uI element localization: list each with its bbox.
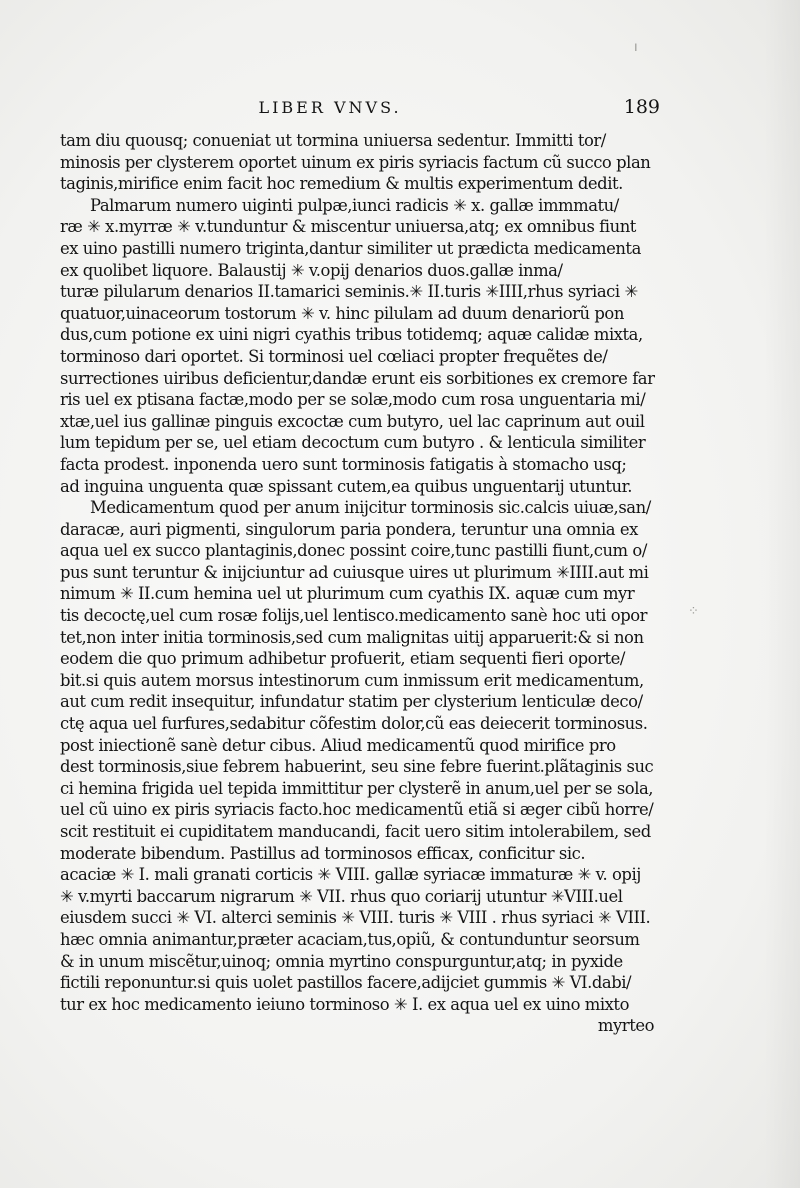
text-line: facta prodest. inponenda uero sunt torminosis fatigatis à stomacho usq; xyxy=(60,454,627,474)
text-line: ex uino pastilli numero triginta,dantur similiter ut prædicta medicamenta xyxy=(60,238,641,258)
running-title: LIBER VNVS. xyxy=(258,98,402,117)
page-number: 189 xyxy=(623,96,660,118)
text-line: quatuor,uinaceorum tostorum ✳ v. hinc pilulam ad duum denariorũ pon xyxy=(60,303,624,323)
text-line: post iniectionẽ sanè detur cibus. Aliud medicamentũ quod mirifice pro xyxy=(60,735,616,755)
text-line: turæ pilularum denarios II.tamarici seminis.✳ II.turis ✳IIII,rhus syriaci ✳ xyxy=(60,282,638,302)
text-line: ci hemina frigida uel tepida immittitur per clysterẽ in anum,uel per se sola, xyxy=(60,778,654,798)
text-line: hæc omnia animantur,præter acaciam,tus,opiũ, & contunduntur seorsum xyxy=(60,929,640,949)
text-line: tis decoctę,uel cum rosæ folijs,uel lentisco.medicamento sanè hoc uti opor xyxy=(60,606,648,626)
text-line: eiusdem succi ✳ VI. alterci seminis ✳ VIII. turis ✳ VIII . rhus syriaci ✳ VIII. xyxy=(60,908,651,928)
text-line: aut cum redit insequitur, infundatur statim per clysterium lenticulæ deco/ xyxy=(60,692,643,712)
text-line: surrectiones uiribus deficientur,dandæ erunt eis sorbitiones ex cremore far xyxy=(60,368,655,388)
text-line: acaciæ ✳ I. mali granati corticis ✳ VIII. gallæ syriacæ immaturæ ✳ v. opij xyxy=(60,865,641,885)
text-line: torminoso dari oportet. Si torminosi uel cœliaci propter frequẽtes de/ xyxy=(60,346,608,366)
text-line: dus,cum potione ex uini nigri cyathis tribus totidemq; aquæ calidæ mixta, xyxy=(60,325,643,345)
text-line: ad inguina unguenta quæ spissant cutem,ea quibus unguentarij utuntur. xyxy=(60,476,633,496)
text-line: taginis,mirifice enim facit hoc remedium & multis experimentum dedit. xyxy=(60,174,623,194)
text-line: aqua uel ex succo plantaginis,donec possint coire,tunc pastilli fiunt,cum o/ xyxy=(60,541,647,561)
text-line: ris uel ex ptisana factæ,modo per se solæ,modo cum rosa unguentaria mi/ xyxy=(60,390,646,410)
page-blemish: ı xyxy=(634,40,638,55)
catchword: myrteo xyxy=(597,1016,654,1036)
text-line: tur ex hoc medicamento ieiuno torminoso ✳ I. ex aqua uel ex uino mixto xyxy=(60,994,629,1014)
page-blemish: ⁘ xyxy=(688,604,699,619)
text-line: bit.si quis autem morsus intestinorum cum inmissum erit medicamentum, xyxy=(60,670,644,690)
text-line: uel cũ uino ex piris syriacis facto.hoc medicamentũ etiã si æger cibũ horre/ xyxy=(60,800,654,820)
text-line: minosis per clysterem oportet uinum ex piris syriacis factum cũ succo plan xyxy=(60,152,651,172)
text-line: ex quolibet liquore. Balaustij ✳ v.opij denarios duos.gallæ inma/ xyxy=(60,260,563,280)
text-line: moderate bibendum. Pastillus ad torminosos efficax, conficitur sic. xyxy=(60,843,586,863)
text-line: tam diu quousq; conueniat ut tormina uniuersa sedentur. Immitti tor/ xyxy=(60,131,606,150)
text-line: ✳ v.myrti baccarum nigrarum ✳ VII. rhus quo coriarij utuntur ✳VIII.uel xyxy=(60,886,623,906)
text-line: Medicamentum quod per anum inijcitur torminosis sic.calcis uiuæ,san/ xyxy=(90,498,651,518)
text-line: pus sunt teruntur & inijciuntur ad cuiusque uires ut plurimum ✳IIII.aut mi xyxy=(60,562,649,582)
text-line: ctę aqua uel furfures,sedabitur cõfestim dolor,cũ eas deiecerit torminosus. xyxy=(60,714,648,734)
text-line: eodem die quo primum adhibetur profuerit, etiam sequenti fieri oporte/ xyxy=(60,649,625,669)
body-text xyxy=(60,130,660,1037)
text-line: & in unum miscẽtur,uinoq; omnia myrtino conspurguntur,atq; in pyxide xyxy=(60,951,623,971)
text-line: tet,non inter initia torminosis,sed cum malignitas uitij apparuerit:& si non xyxy=(60,627,644,647)
text-line: scit restituit ei cupiditatem manducandi, facit uero sitim intolerabilem, sed xyxy=(60,822,651,841)
text-line: nimum ✳ II.cum hemina uel ut plurimum cum cyathis IX. aquæ cum myr xyxy=(60,584,635,604)
text-line: fictili reponuntur.si quis uolet pastillos facere,adijciet gummis ✳ VI.dabi/ xyxy=(60,973,632,993)
text-line: dest torminosis,siue febrem habuerint, seu sine febre fuerint.plãtaginis suc xyxy=(60,757,654,777)
text-line: xtæ,uel ius gallinæ pinguis excoctæ cum butyro, uel lac caprinum aut ouil xyxy=(60,411,645,431)
text-line: ræ ✳ x.myrræ ✳ v.tunduntur & miscentur uniuersa,atq; ex omnibus fiunt xyxy=(60,217,636,237)
text-line: lum tepidum per se, uel etiam decoctum cum butyro . & lenticula similiter xyxy=(60,433,646,453)
page-header xyxy=(60,96,660,122)
text-line: daracæ, auri pigmenti, singulorum paria pondera, teruntur una omnia ex xyxy=(60,519,638,539)
text-line: Palmarum numero uiginti pulpæ,iunci radicis ✳ x. gallæ immmatu/ xyxy=(90,195,619,215)
page-edge-shadow xyxy=(764,0,800,1188)
